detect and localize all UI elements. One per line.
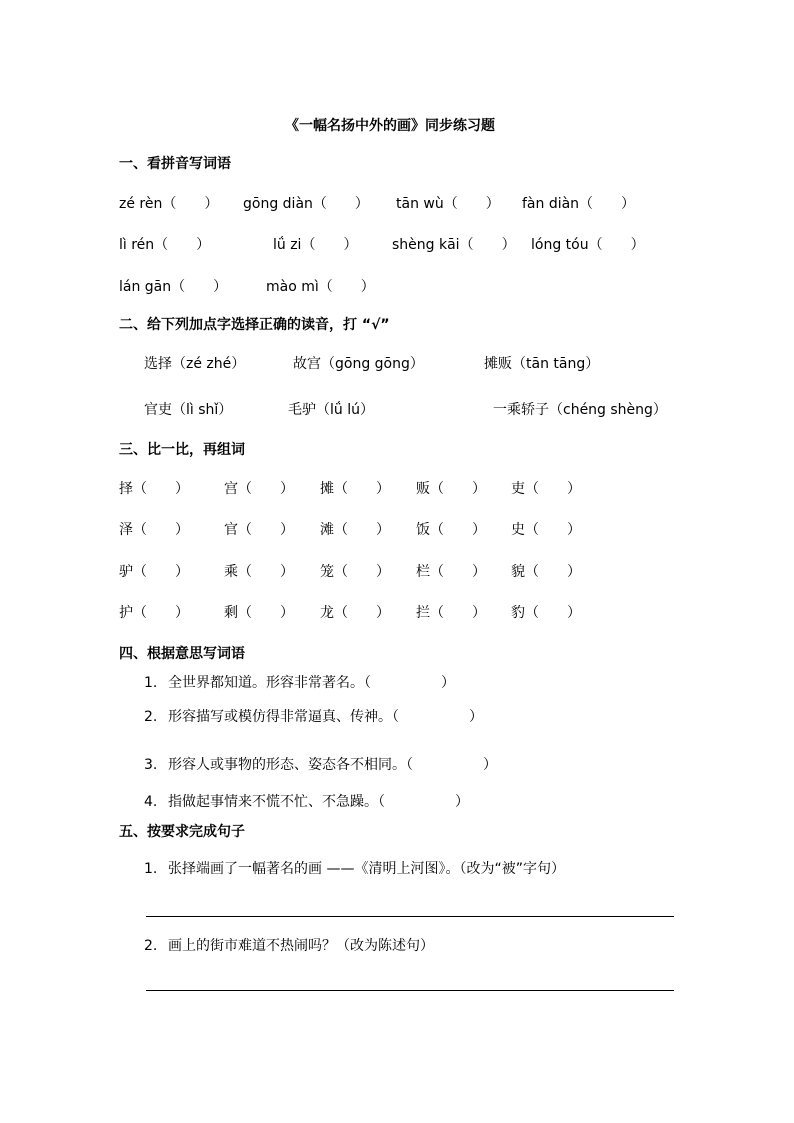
item-number: 3.	[144, 757, 158, 773]
definition-text: 全世界都知道。形容非常著名。（ ）	[168, 675, 455, 691]
reading-choice-item: 选择（zé zhé）	[144, 356, 246, 372]
pinyin-item: fàn diàn（ ）	[522, 196, 636, 212]
answer-line[interactable]	[146, 990, 674, 991]
sentence-task: 画上的街市难道不热闹吗？（改为陈述句）	[168, 938, 434, 954]
section-5-heading: 五、按要求完成句子	[119, 824, 245, 840]
section-1-heading: 一、看拼音写词语	[119, 156, 231, 172]
compare-item: 官（ ）	[224, 522, 294, 538]
pinyin-item: lóng tóu（ ）	[531, 237, 645, 253]
pinyin-item: zé rèn（ ）	[119, 196, 219, 212]
section-4-heading: 四、根据意思写词语	[119, 646, 245, 662]
compare-item: 贩（ ）	[416, 481, 486, 497]
pinyin-item: tān wù（ ）	[396, 196, 500, 212]
compare-item: 择（ ）	[119, 481, 189, 497]
item-number: 4.	[144, 794, 158, 810]
section-3-heading: 三、比一比，再组词	[119, 442, 245, 458]
compare-item: 饭（ ）	[416, 522, 486, 538]
compare-item: 护（ ）	[119, 605, 189, 621]
compare-item: 史（ ）	[511, 522, 581, 538]
item-number: 2.	[144, 709, 158, 725]
compare-item: 宫（ ）	[224, 481, 294, 497]
reading-choice-item: 毛驴（lǘ lú）	[288, 402, 374, 418]
reading-choice-item: 故宫（gōng gōng）	[293, 356, 424, 372]
sentence-task: 张择端画了一幅著名的画 ——《清明上河图》。（改为“被”字句）	[168, 861, 565, 877]
definition-text: 指做起事情来不慌不忙、不急躁。（ ）	[168, 794, 469, 810]
definition-text: 形容人或事物的形态、姿态各不相同。（ ）	[168, 757, 497, 773]
pinyin-item: gōng diàn（ ）	[243, 196, 369, 212]
pinyin-item: shèng kāi（ ）	[392, 237, 516, 253]
compare-item: 摊（ ）	[320, 481, 390, 497]
compare-item: 笼（ ）	[320, 564, 390, 580]
compare-item: 泽（ ）	[119, 522, 189, 538]
reading-choice-item: 一乘轿子（chéng shèng）	[493, 402, 667, 418]
compare-item: 吏（ ）	[511, 481, 581, 497]
compare-item: 龙（ ）	[320, 605, 390, 621]
answer-line[interactable]	[146, 916, 674, 917]
compare-item: 拦（ ）	[416, 605, 486, 621]
compare-item: 剩（ ）	[224, 605, 294, 621]
compare-item: 貌（ ）	[511, 564, 581, 580]
item-number: 1.	[144, 861, 158, 877]
compare-item: 栏（ ）	[416, 564, 486, 580]
pinyin-item: lǘ zi（ ）	[273, 237, 358, 253]
item-number: 1.	[144, 675, 158, 691]
pinyin-item: lán gān（ ）	[119, 279, 228, 295]
pinyin-item: mào mì（ ）	[266, 279, 375, 295]
pinyin-item: lì rén（ ）	[119, 237, 211, 253]
item-number: 2.	[144, 938, 158, 954]
page-title: 《一幅名扬中外的画》同步练习题	[285, 118, 495, 134]
section-2-heading: 二、给下列加点字选择正确的读音，打 “√”	[119, 317, 390, 333]
definition-text: 形容描写或模仿得非常逼真、传神。（ ）	[168, 709, 483, 725]
reading-choice-item: 摊贩（tān tāng）	[484, 356, 600, 372]
compare-item: 驴（ ）	[119, 564, 189, 580]
compare-item: 豹（ ）	[511, 605, 581, 621]
reading-choice-item: 官吏（lì shǐ）	[144, 402, 233, 418]
compare-item: 乘（ ）	[224, 564, 294, 580]
compare-item: 滩（ ）	[320, 522, 390, 538]
